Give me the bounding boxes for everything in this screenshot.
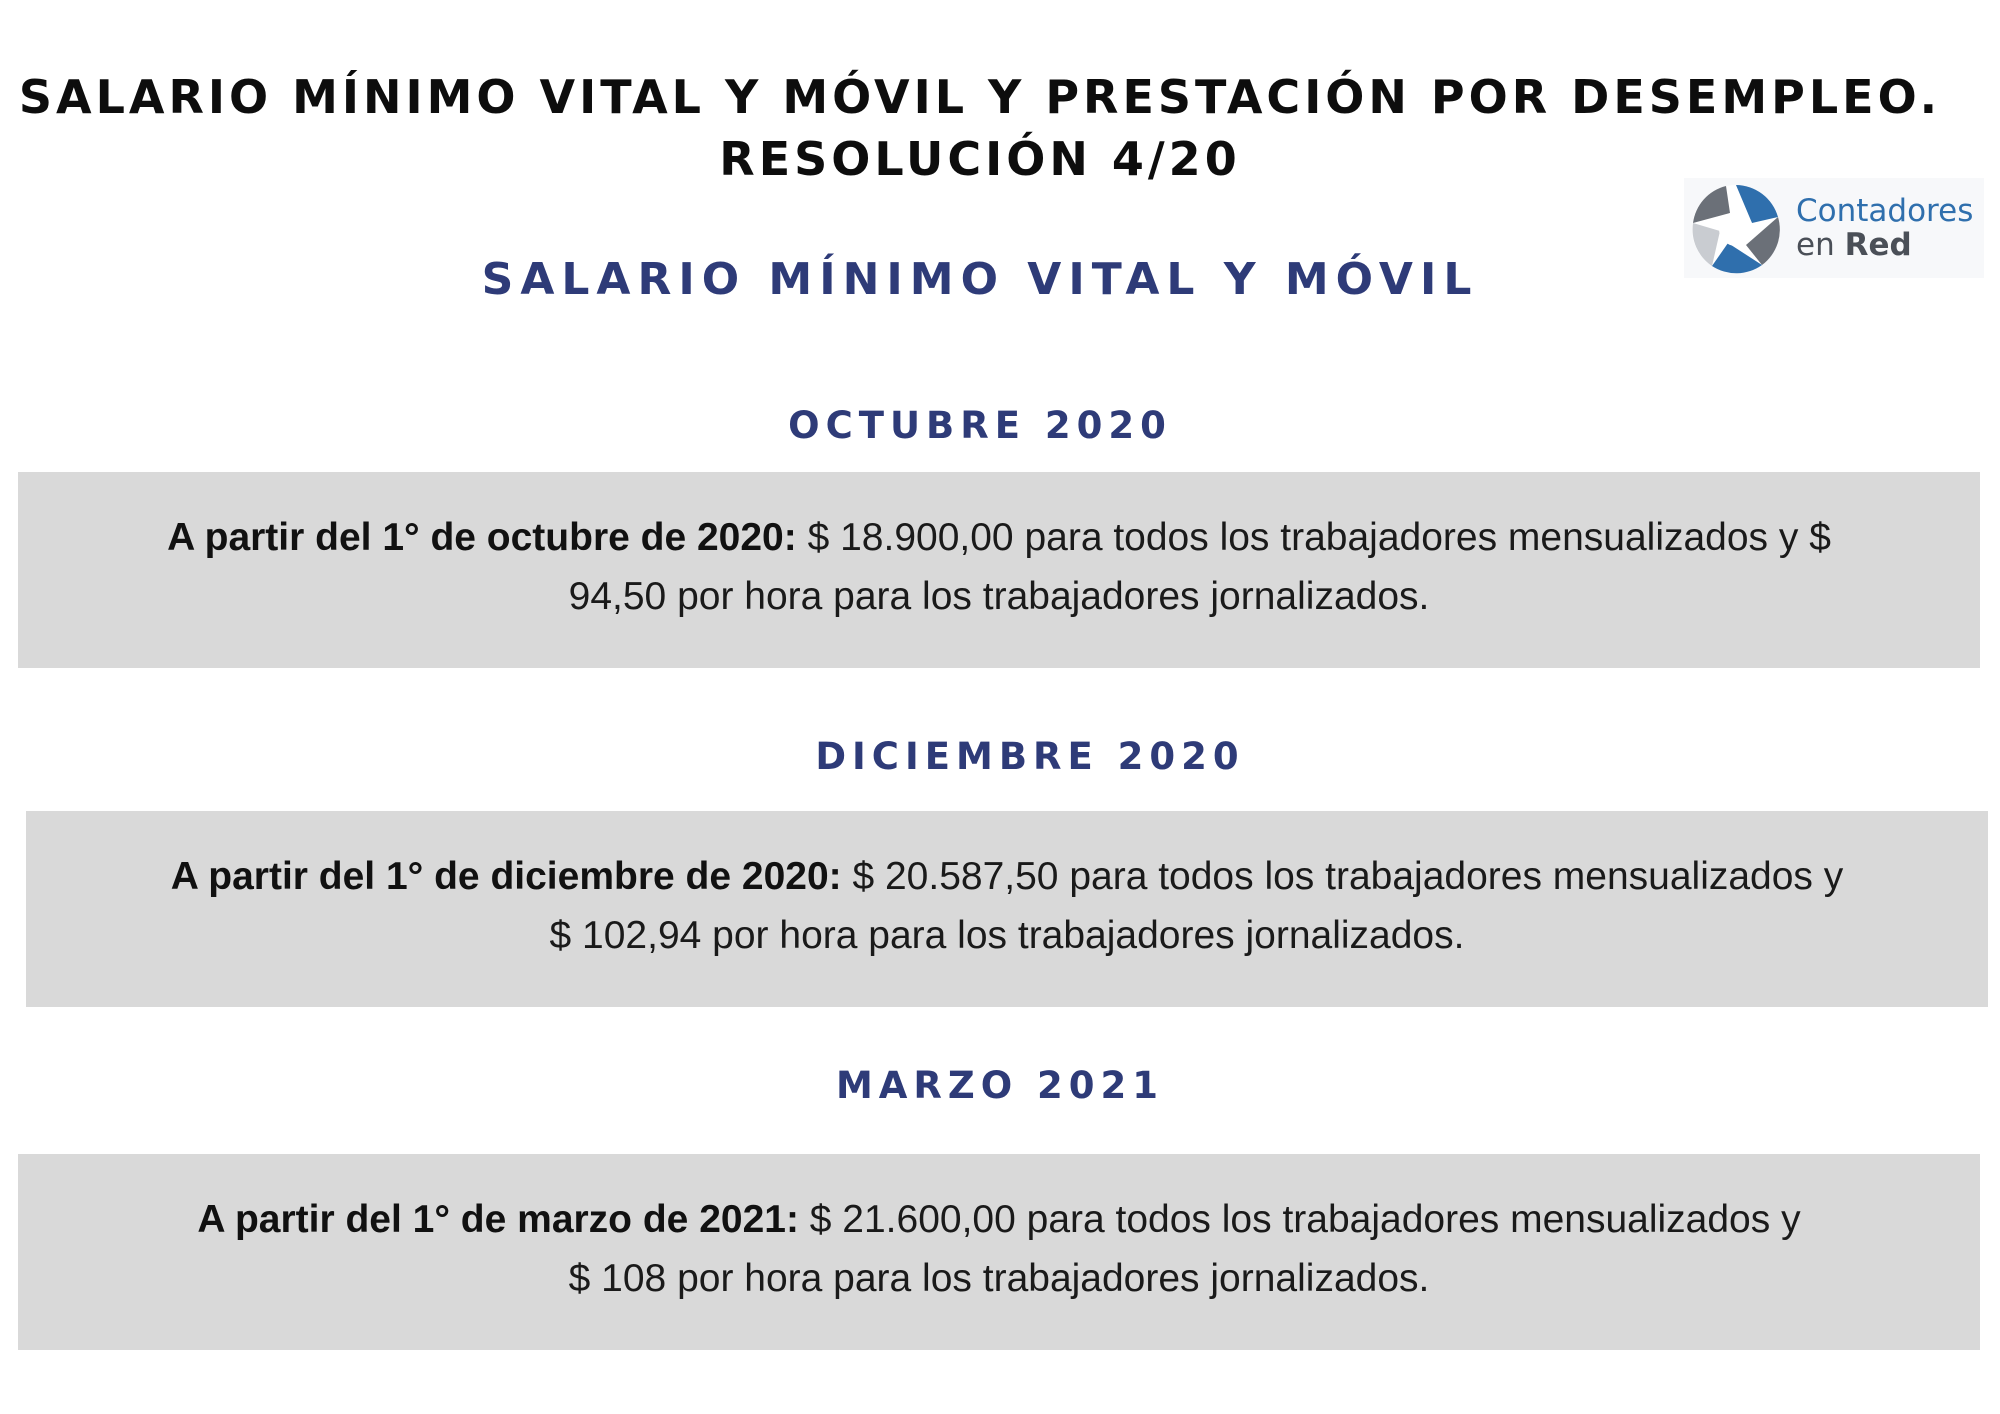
info-line2: $ 102,94 por hora para los trabajadores jornalizados. (549, 914, 1465, 957)
heading-diciembre-2020: DICIEMBRE 2020 (815, 735, 1245, 778)
info-line1 (26, 847, 1988, 906)
page-title (0, 66, 1960, 190)
info-line1 (18, 508, 1980, 567)
info-lead: A partir del 1° de octubre de 2020: (167, 516, 797, 559)
section-subtitle: SALARIO MÍNIMO VITAL Y MÓVIL (481, 254, 1479, 305)
info-line2: $ 108 por hora para los trabajadores jornalizados. (568, 1257, 1430, 1300)
info-lead: A partir del 1° de diciembre de 2020: (170, 855, 842, 898)
logo-text-bold: Red (1844, 227, 1912, 263)
logo-text-line1: Contadores (1796, 193, 1974, 229)
info-line1 (18, 1190, 1980, 1249)
heading-octubre-2020: OCTUBRE 2020 (788, 404, 1172, 447)
info-amount: $ 21.600,00 para todos los trabajadores mensualizados y (798, 1198, 1801, 1241)
info-amount: $ 18.900,00 para todos los trabajadores mensualizados y $ (796, 516, 1831, 559)
heading-marzo-2021: MARZO 2021 (835, 1064, 1165, 1107)
info-lead: A partir del 1° de marzo de 2021: (197, 1198, 799, 1241)
page-title-line1: SALARIO MÍNIMO VITAL Y MÓVIL Y PRESTACIÓN POR DESEMPLEO. (18, 70, 1942, 124)
info-line2: 94,50 por hora para los trabajadores jornalizados. (568, 575, 1430, 618)
info-box-marzo-2021 (18, 1154, 1980, 1350)
logo-text-prefix: en (1796, 227, 1845, 263)
info-amount: $ 20.587,50 para todos los trabajadores mensualizados y (841, 855, 1844, 898)
logo-wordmark (1796, 194, 1973, 262)
info-box-octubre-2020 (18, 472, 1980, 668)
info-box-diciembre-2020 (26, 811, 1988, 1007)
page-title-line2: RESOLUCIÓN 4/20 (719, 132, 1241, 186)
